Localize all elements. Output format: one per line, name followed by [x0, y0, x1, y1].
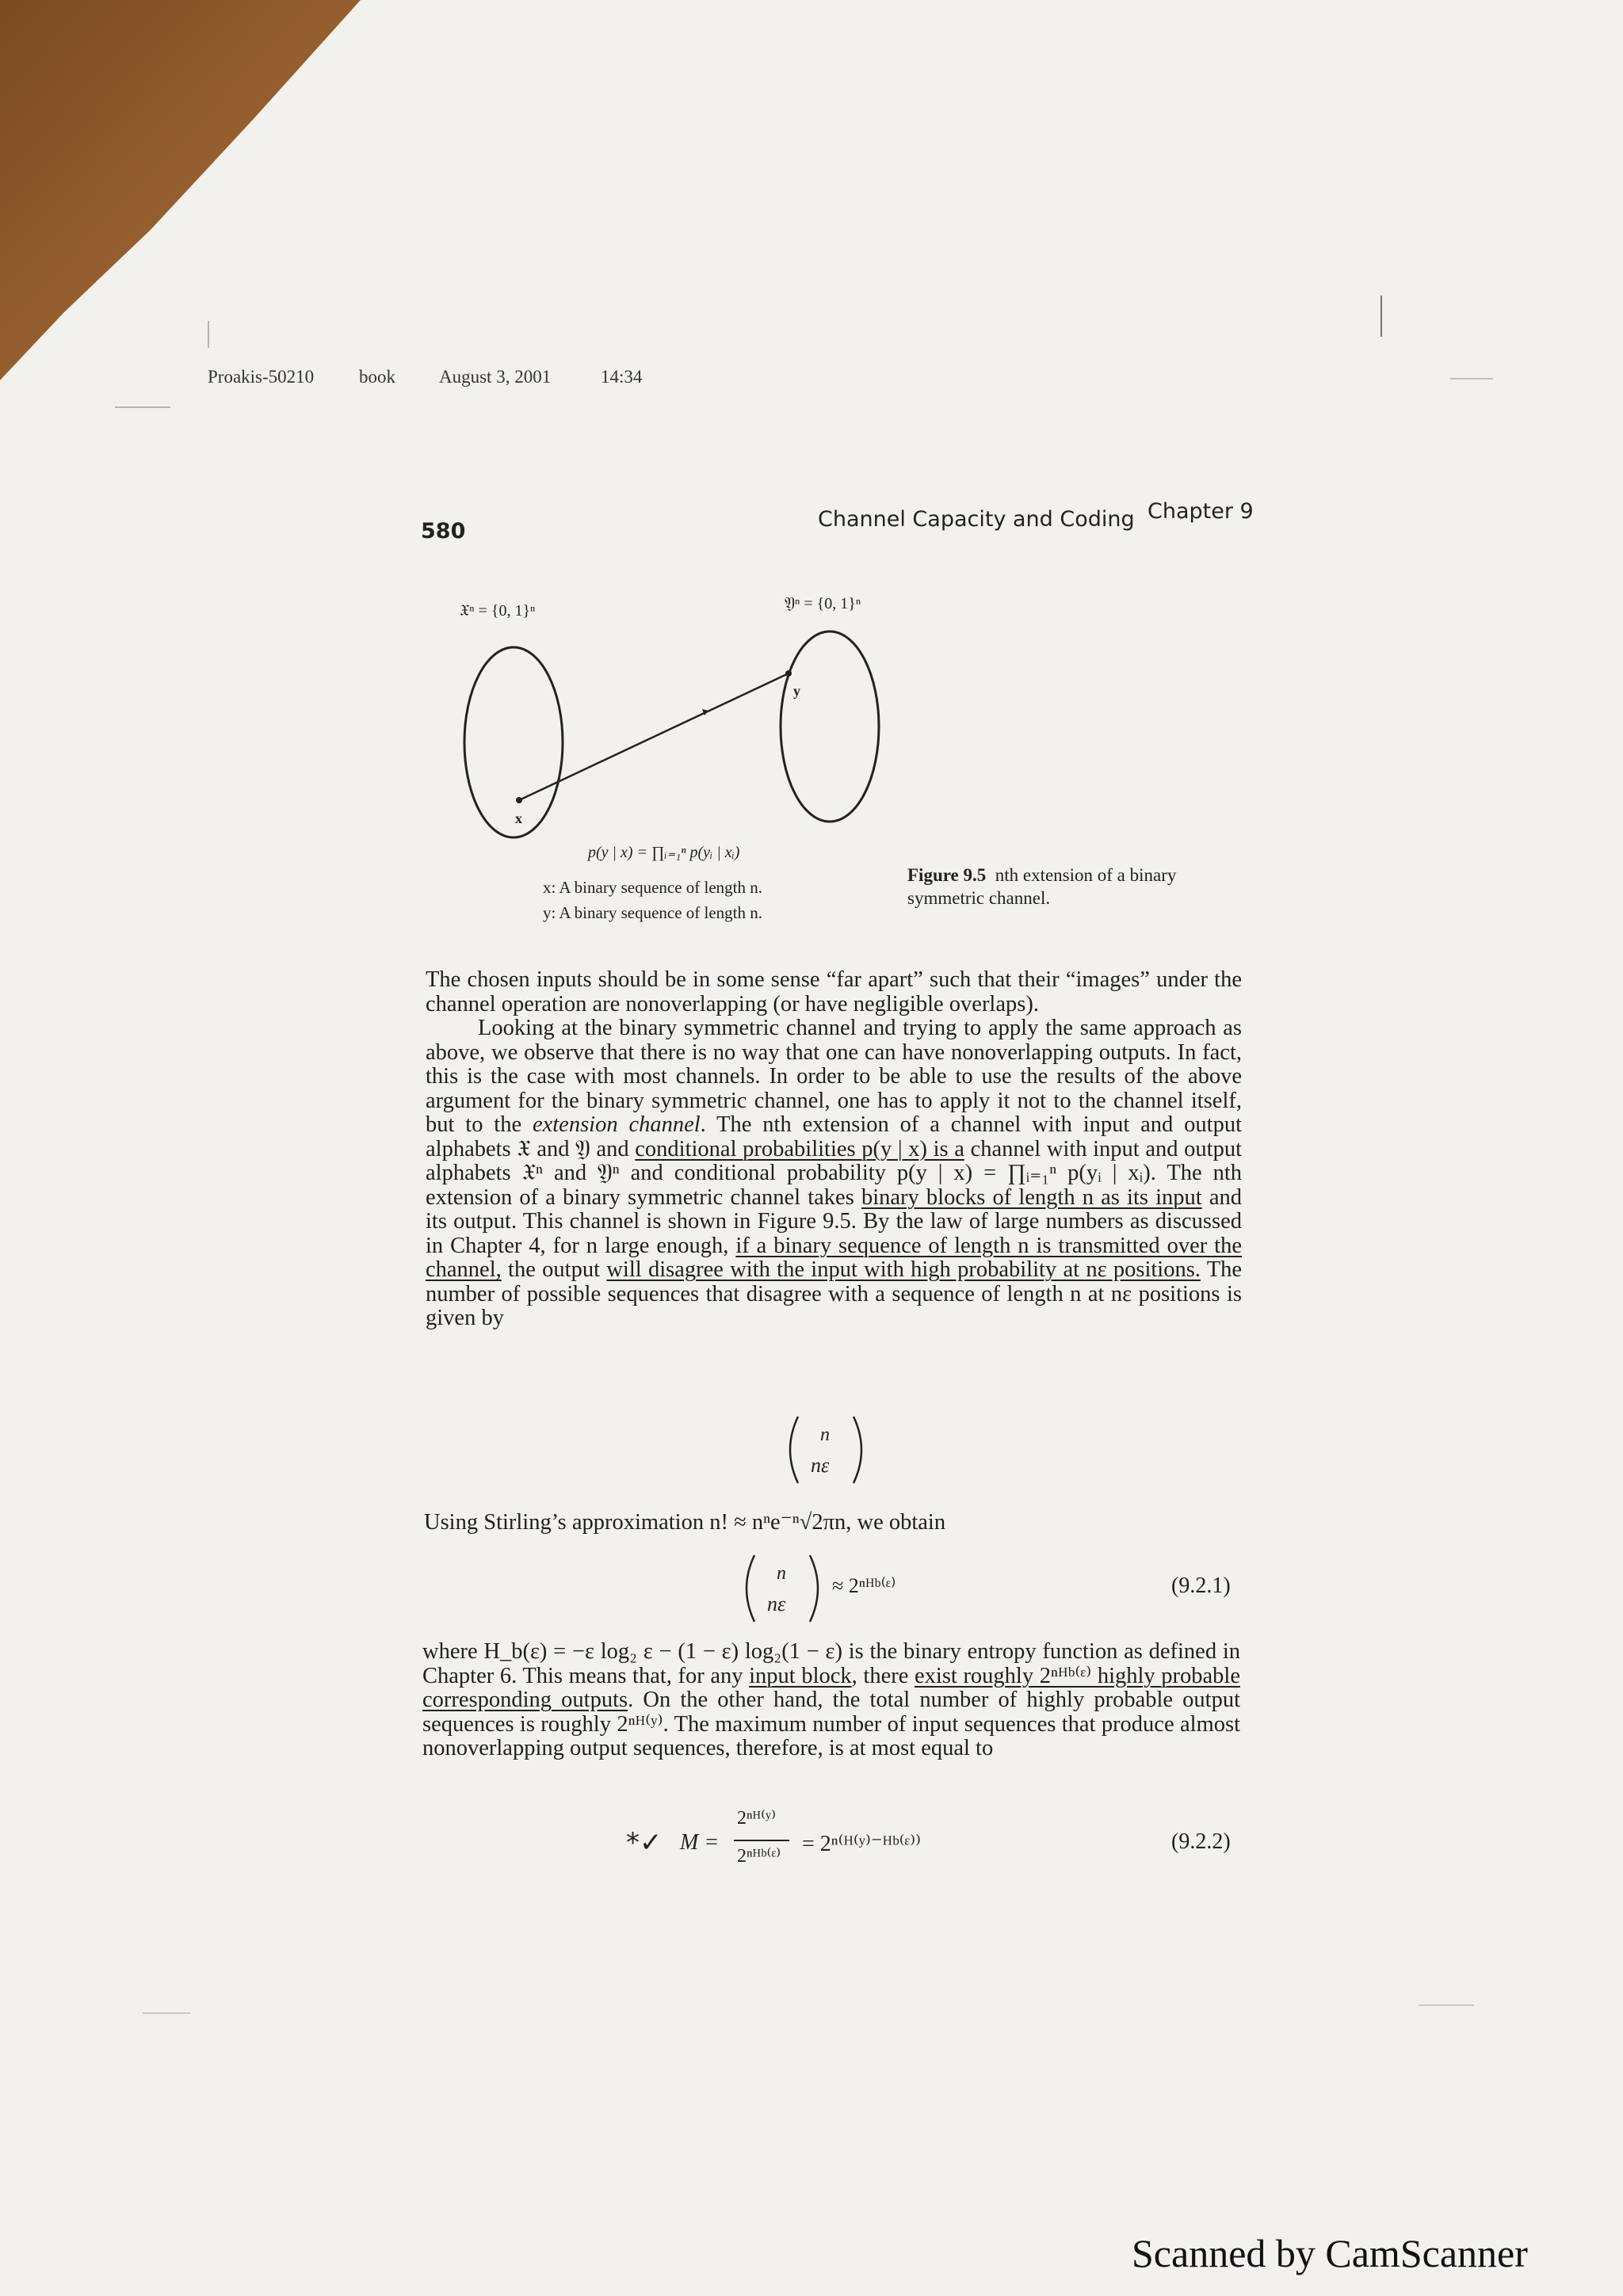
note-x: x: A binary sequence of length n. — [543, 878, 763, 897]
slug-date: August 3, 2001 — [439, 367, 552, 387]
underlined-phrase: input block — [749, 1663, 852, 1688]
underlined-phrase: if a binary sequence of length n is transmitted over the channel, — [426, 1233, 1242, 1282]
point-y-label: y — [793, 683, 800, 699]
equation-number-9-2-2: (9.2.2) — [1171, 1829, 1231, 1854]
output-ellipse — [781, 631, 879, 822]
figure-caption-text: nth extension of a binary symmetric channel. — [907, 865, 1177, 908]
figure-caption-label: Figure 9.5 — [907, 865, 987, 885]
equation-9-2-2-numerator: 2ⁿᴴ⁽ʸ⁾ — [737, 1808, 777, 1829]
note-y: y: A binary sequence of length n. — [543, 903, 763, 922]
binomial-top: n — [820, 1425, 830, 1445]
transition-arrow — [519, 673, 789, 800]
equation-9-2-2 — [626, 1806, 1022, 1886]
stirling-line: Using Stirling’s approximation n! ≈ nⁿe⁻ⁿ√2πn, we obtain — [424, 1510, 946, 1535]
margin-mark — [1419, 2004, 1474, 2006]
extension-channel-term: extension channel — [532, 1112, 701, 1137]
body-block-2 — [422, 1640, 1240, 1761]
scanner-watermark: Scanned by CamScanner — [1132, 2231, 1528, 2275]
paragraph-1: The chosen inputs should be in some sense “far apart” such that their “images” under the channel operation are nonoverlapping (or have negligible overlaps). — [426, 967, 1242, 1016]
input-ellipse — [464, 647, 563, 837]
underlined-phrase: conditional probabilities p(y | x) is a — [635, 1136, 964, 1161]
equation-9-2-2-denominator: 2ⁿᴴᵇ⁽ᵋ⁾ — [737, 1846, 781, 1867]
slug-book-id: Proakis-50210 — [208, 367, 315, 387]
slug-time: 14:34 — [601, 367, 643, 387]
point-x-label: x — [515, 810, 522, 826]
margin-mark — [115, 406, 170, 408]
binomial-display — [781, 1410, 892, 1489]
body-block-1 — [426, 968, 1242, 1331]
margin-mark — [1381, 296, 1382, 337]
equation-9-2-1-rhs: ≈ 2ⁿᴴᵇ⁽ᵋ⁾ — [832, 1574, 896, 1597]
equation-9-2-2-lhs: M = — [680, 1830, 720, 1855]
underlined-phrase: will disagree with the input with high probability at nε positions. — [606, 1257, 1201, 1282]
equation-number-9-2-1: (9.2.1) — [1171, 1573, 1231, 1598]
binomial-bottom: nε — [811, 1454, 830, 1477]
margin-mark — [1450, 378, 1493, 379]
running-head-title: Channel Capacity and Coding — [818, 507, 1135, 532]
handwritten-mark: *✓ — [626, 1827, 663, 1859]
equation-9-2-1 — [737, 1549, 999, 1628]
margin-mark — [208, 321, 209, 348]
paragraph-4: where H_b(ε) = −ε log₂ ε − (1 − ε) log₂(1 − ε) is the binary entropy function as defined in Chapter 6. This means that, for any input block, there exist roughly 2ⁿᴴᵇ⁽ᵋ⁾ highly probable corresponding outputs. On the other hand, the total number of highly probable output sequences is roughly 2ⁿᴴ⁽ʸ⁾. The maximum number of input sequences that produce almost nonoverlapping output sequences, therefore, is at most equal to — [422, 1639, 1241, 1760]
point-y-dot — [785, 670, 792, 677]
page-number: 580 — [421, 519, 466, 543]
paragraph-2: Looking at the binary symmetric channel and trying to apply the same approach as above, we observe that there is no way that one can have nonoverlapping outputs. In fact, this is the case with most channels. In order to be able to use the results of the above argument for the binary symmetric channel, one has to apply it not to the channel itself, but to the extension channel. The nth extension of a channel with input and output alphabets 𝔛 and 𝔜 and conditional probabilities p(y | x) is a channel with input and output alphabets 𝔛ⁿ and 𝔜ⁿ and conditional probability p(y | x) = ∏ᵢ₌₁ⁿ p(yᵢ | xᵢ). The nth extension of a binary symmetric channel takes binary blocks of length n as its input and its output. This channel is shown in Figure 9.5. By the law of large numbers as discussed in Chapter 4, for n large enough, if a binary sequence of length n is transmitted over the channel, the output will disagree with the input with high probability at nε positions. The number of possible sequences that disagree with a sequence of length n at nε positions is given by — [426, 1016, 1243, 1330]
torn-corner — [0, 0, 412, 412]
figure-caption — [907, 864, 1224, 910]
slug-label: book — [359, 367, 395, 387]
equation-9-2-2-rhs: = 2ⁿ⁽ᴴ⁽ʸ⁾⁻ᴴᵇ⁽ᵋ⁾⁾ — [802, 1832, 922, 1856]
point-x-dot — [516, 797, 522, 803]
underlined-phrase: binary blocks of length n as its input — [861, 1184, 1202, 1210]
fraction-bar — [734, 1840, 789, 1841]
margin-mark — [143, 2012, 190, 2014]
input-set-label: 𝔛ⁿ = {0, 1}ⁿ — [460, 602, 536, 620]
svg-text:nε: nε — [767, 1592, 786, 1615]
svg-text:n: n — [777, 1563, 786, 1584]
channel-formula: p(y | x) = ∏ᵢ₌₁ⁿ p(yᵢ | xᵢ) — [588, 844, 740, 861]
running-head-chapter: Chapter 9 — [1148, 499, 1254, 524]
output-set-label: 𝔜ⁿ = {0, 1}ⁿ — [785, 595, 861, 612]
underlined-phrase: exist roughly 2ⁿᴴᵇ⁽ᵋ⁾ highly probable corresponding outputs — [422, 1663, 1240, 1712]
